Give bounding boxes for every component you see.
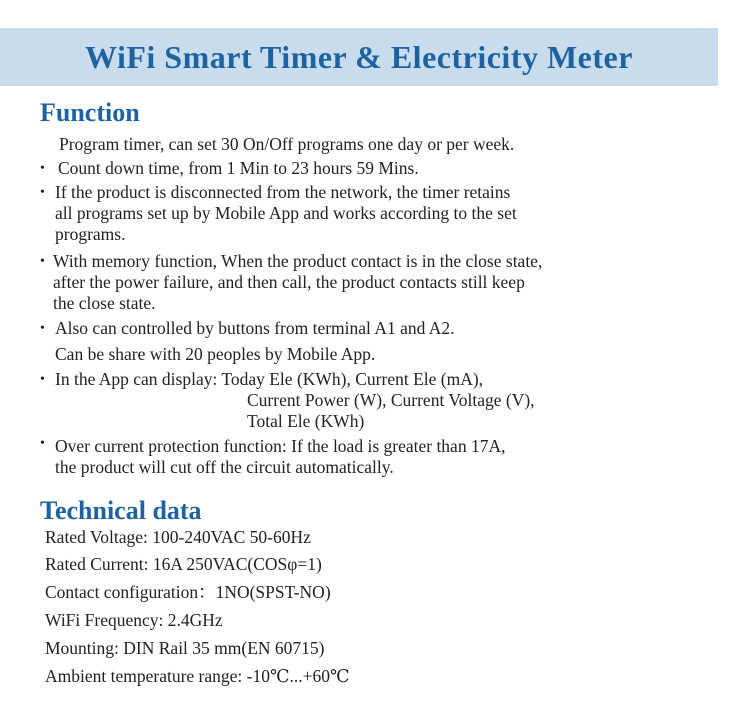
page-title: WiFi Smart Timer & Electricity Meter [85, 39, 633, 75]
function-item-line: In the App can display: Today Ele (KWh), Current Ele (mA), [55, 369, 484, 389]
spec-rated-current: Rated Current: 16A 250VAC(COSφ=1) [45, 554, 322, 574]
bullet-marker: • [40, 436, 45, 451]
spec-ambient-temperature: Ambient temperature range: -10℃...+60℃ [45, 666, 350, 686]
technical-heading: Technical data [40, 496, 202, 525]
bullet-marker: • [40, 372, 45, 387]
function-item-line: after the power failure, and then call, the product contacts still keep [53, 272, 525, 292]
spec-mounting: Mounting: DIN Rail 35 mm(EN 60715) [45, 638, 325, 658]
bullet-marker: • [40, 321, 45, 336]
function-item-line: the close state. [53, 293, 156, 313]
bullet-marker: • [40, 254, 45, 269]
function-item-line: Count down time, from 1 Min to 23 hours 59 Mins. [58, 158, 419, 178]
function-item-line: the product will cut off the circuit automatically. [55, 457, 394, 477]
function-item-line: programs. [55, 224, 126, 244]
bullet-marker: • [40, 161, 45, 176]
function-item-line: If the product is disconnected from the network, the timer retains [55, 182, 511, 202]
function-heading: Function [40, 98, 140, 127]
function-item-line: Total Ele (KWh) [247, 411, 365, 431]
function-item-line: all programs set up by Mobile App and works according to the set [55, 203, 517, 223]
bullet-marker: • [40, 185, 45, 200]
function-item-line: With memory function, When the product contact is in the close state, [53, 251, 543, 271]
function-item-line: Can be share with 20 peoples by Mobile App. [55, 344, 376, 364]
spec-wifi-frequency: WiFi Frequency: 2.4GHz [45, 610, 223, 630]
spec-contact-configuration: Contact configuration：1NO(SPST-NO) [45, 582, 331, 602]
title-banner [0, 28, 718, 86]
function-item-line: Program timer, can set 30 On/Off programs one day or per week. [59, 134, 515, 154]
function-item-line: Also can controlled by buttons from terminal A1 and A2. [55, 318, 455, 338]
spec-rated-voltage: Rated Voltage: 100-240VAC 50-60Hz [45, 527, 311, 547]
function-item-line: Current Power (W), Current Voltage (V), [247, 390, 535, 410]
function-item-line: Over current protection function: If the load is greater than 17A, [55, 436, 506, 456]
